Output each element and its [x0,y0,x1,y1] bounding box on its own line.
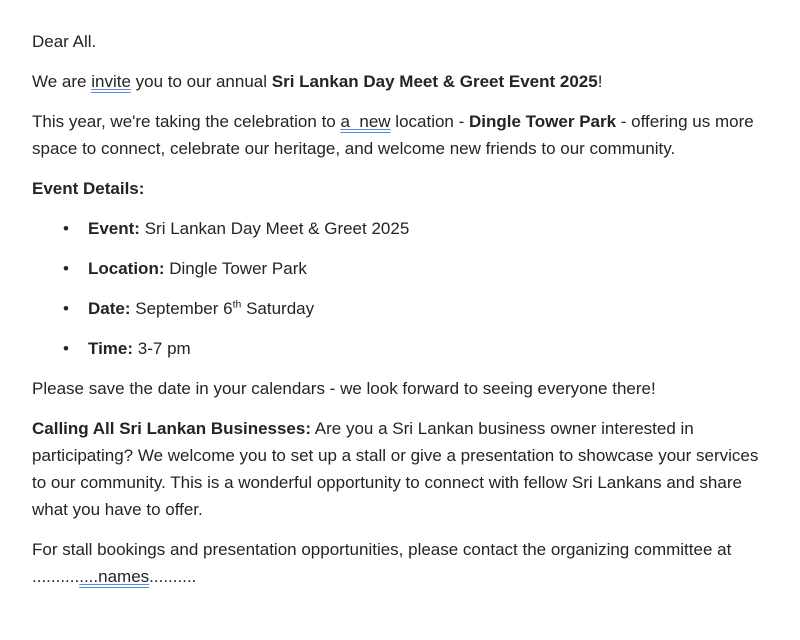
intro-paragraph [32,68,760,95]
date-value-post: Saturday [241,299,315,318]
save-date-paragraph [32,375,760,402]
contact-pre-text: For stall bookings and presentation opportunities, please contact the organizing committee at .......... [32,540,732,586]
event-label: Event: [88,219,140,238]
park-name-bold: Dingle Tower Park [469,112,617,131]
list-item-date [32,295,760,322]
event-details-list [32,215,760,362]
grammar-flagged-word-invite[interactable]: invite [91,72,131,91]
list-item-event [32,215,760,242]
grammar-flagged-names-placeholder[interactable]: ....names [79,567,150,586]
date-label: Date: [88,299,131,318]
contact-post-text: .......... [149,567,197,586]
location-value: Dingle Tower Park [164,259,307,278]
greeting-text: Dear All. [32,32,97,51]
grammar-flagged-phrase-a-new[interactable]: a new [340,112,391,131]
contact-paragraph [32,536,760,590]
event-value: Sri Lankan Day Meet & Greet 2025 [139,219,410,238]
save-date-text: Please save the date in your calendars - we look forward to seeing everyone there! [32,379,656,398]
time-label: Time: [88,339,134,358]
business-paragraph [32,415,760,523]
intro-pre-text: We are [32,72,92,91]
time-value: 3-7 pm [133,339,191,358]
details-heading-text: Event Details: [32,179,145,198]
location-end-text: - offering us more space to connect, celebrate our heritage, and welcome new friends to our community. [32,112,754,158]
greeting-paragraph [32,28,760,55]
list-item-location [32,255,760,282]
location-paragraph [32,108,760,162]
location-mid-text: location - [390,112,469,131]
date-ordinal-superscript: th [232,298,242,311]
business-body-text: Are you a Sri Lankan business owner interested in participating? We welcome you to set up a stall or give a presentation to showcase your services to our community. This is a wonderful opportunity to connect with fellow Sri Lankans and share what you have to offer. [32,419,759,519]
intro-mid-text: you to our annual [130,72,272,91]
business-lead-bold: Calling All Sri Lankan Businesses: [32,419,312,438]
details-heading [32,175,760,202]
intro-end-text: ! [597,72,603,91]
event-name-bold: Sri Lankan Day Meet & Greet Event 2025 [271,72,598,91]
list-item-time [32,335,760,362]
location-label: Location: [88,259,165,278]
location-pre-text: This year, we're taking the celebration to [32,112,341,131]
date-value-pre: September 6 [130,299,233,318]
